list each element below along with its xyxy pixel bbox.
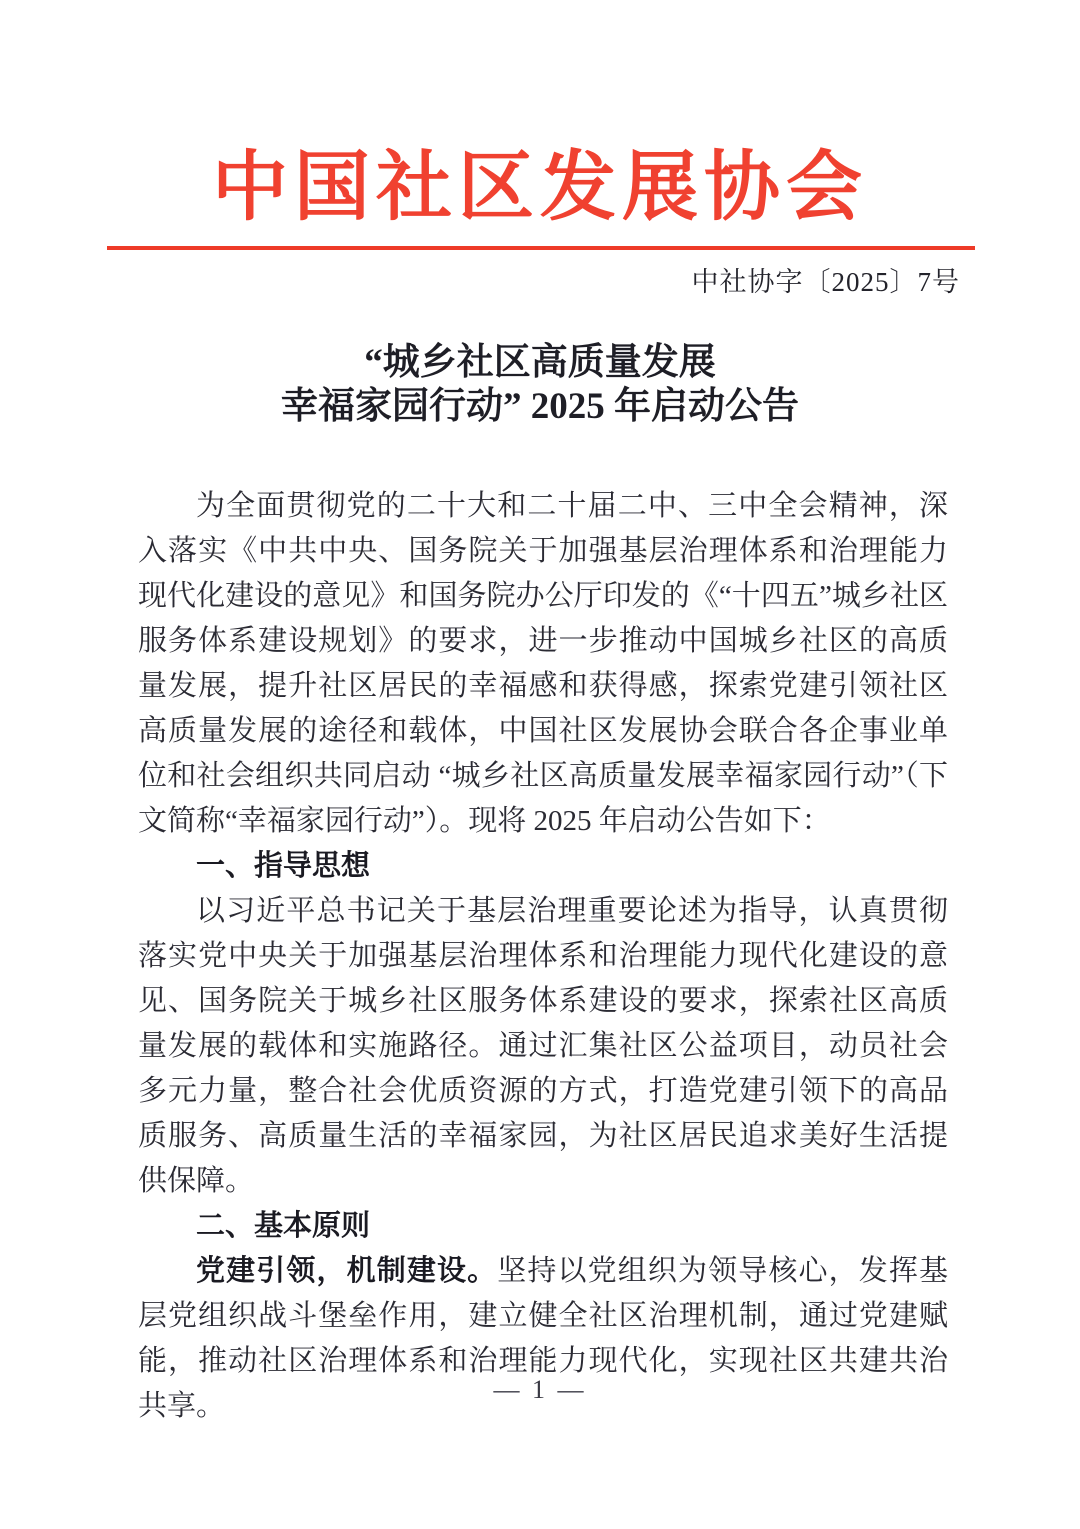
document-title — [0, 341, 1080, 429]
paragraph-intro: 为全面贯彻党的二十大和二十届二中、三中全会精神，深入落实《中共中央、国务院关于加强基层治理体系和治理能力现代化建设的意见》和国务院办公厅印发的《“十四五”城乡社区服务体系建设规划》的要求，进一步推动中国城乡社区的高质量发展，提升社区居民的幸福感和获得感，探索党建引领社区高质量发展的途径和载体，中国社区发展协会联合各企事业单位和社会组织共同启动 “城乡社区高质量发展幸福家园行动”（下文简称“幸福家园行动”）。现将 2025 年启动公告如下： — [138, 490, 948, 837]
document-body — [138, 484, 948, 1429]
section-heading-guiding-ideology: 一、指导思想 — [196, 850, 371, 882]
paragraph-lead-rest: 坚持以党组织为领导核心，发挥基层党组织战斗堡垒作用，建立健全社区治理机制，通过党建赋能，推动社区治理体系和治理能力现代化，实现社区共建共治共享。 — [138, 1255, 948, 1422]
page-number: — 1 — — [493, 1375, 587, 1404]
document-header-org-name: 中国社区发展协会 — [212, 146, 868, 230]
paragraph-guiding-ideology: 以习近平总书记关于基层治理重要论述为指导，认真贯彻落实党中央关于加强基层治理体系和治理能力现代化建设的意见、国务院关于城乡社区服务体系建设的要求，探索社区高质量发展的载体和实施路径。通过汇集社区公益项目，动员社会多元力量，整合社会优质资源的方式，打造党建引领下的高品质服务、高质量生活的幸福家园，为社区居民追求美好生活提供保障。 — [138, 895, 948, 1197]
section-heading-basic-principles: 二、基本原则 — [196, 1210, 371, 1242]
header-divider-line — [107, 246, 975, 250]
paragraph-lead-in: 党建引领，机制建设。 — [196, 1255, 498, 1287]
document-title-line1: “城乡社区高质量发展 — [364, 342, 716, 383]
document-number: 中社协字〔2025〕7号 — [691, 267, 960, 297]
document-title-line2: 幸福家园行动” 2025 年启动公告 — [281, 386, 799, 427]
